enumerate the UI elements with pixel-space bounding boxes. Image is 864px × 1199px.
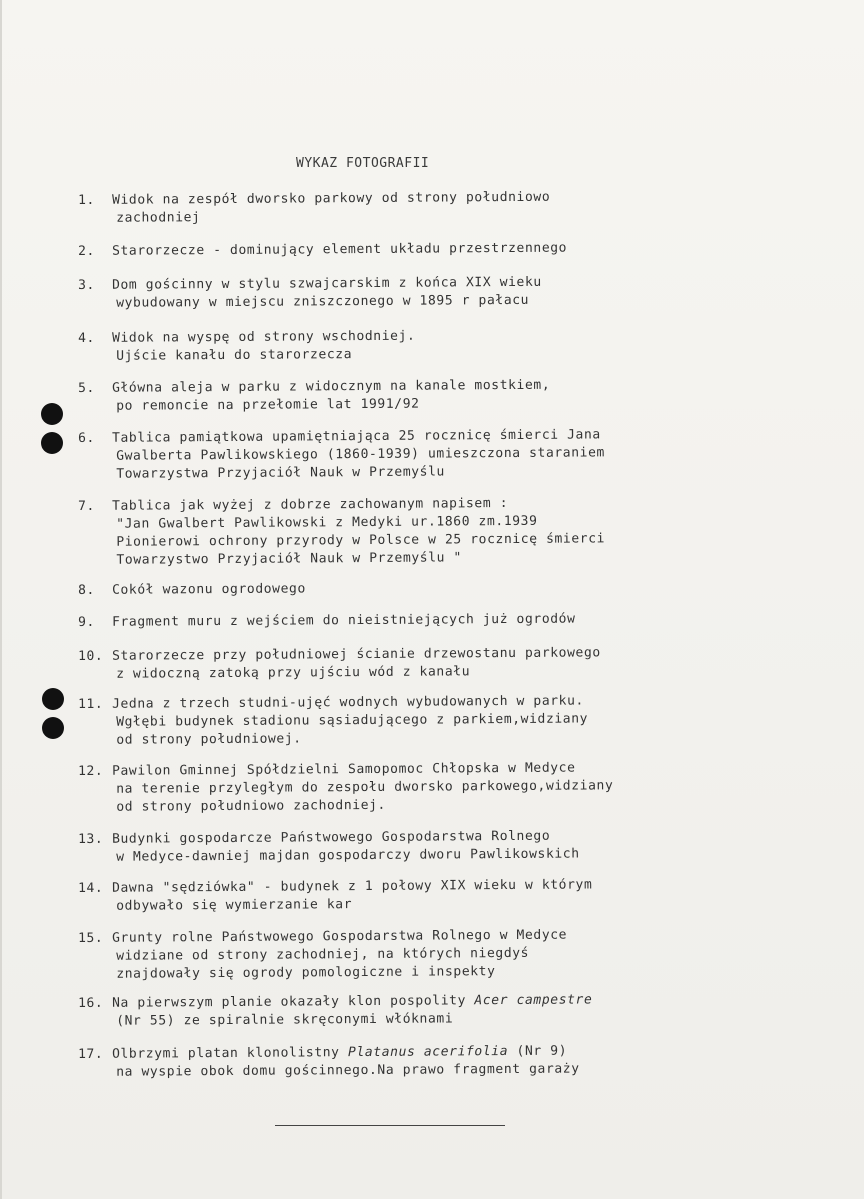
list-item-number: 12.	[78, 763, 104, 779]
list-item-line	[78, 728, 588, 750]
species-name: Acer campestre	[474, 992, 593, 1009]
list-item	[78, 189, 550, 228]
list-item-line	[78, 444, 605, 466]
list-item-line	[78, 207, 550, 228]
list-item-line	[78, 777, 613, 799]
list-item-text: Gwalberta Pawlikowskiego (1860-1939) umieszczona staraniem	[116, 445, 605, 464]
list-item-text: wybudowany w miejscu zniszczonego w 1895 r pałacu	[116, 292, 530, 311]
list-item-text: zachodniej	[116, 210, 201, 226]
list-item-number: 14.	[78, 880, 104, 896]
list-item-line	[78, 845, 580, 867]
list-item-line	[78, 462, 605, 484]
list-item	[78, 580, 306, 600]
list-item	[78, 827, 580, 867]
list-item-number: 2.	[78, 243, 95, 259]
document-title: WYKAZ FOTOGRAFII	[296, 156, 430, 171]
list-item-line	[78, 710, 588, 732]
list-item-number: 7.	[78, 498, 95, 514]
list-item-text: Olbrzymi platan klonolistny	[112, 1045, 349, 1062]
list-item-line	[78, 328, 415, 348]
list-item	[78, 759, 614, 817]
list-item-line	[78, 580, 306, 600]
list-item-text: na terenie przyległym do zespołu dworsko parkowego,widziany	[116, 778, 614, 797]
list-item-text: Wgłębi budynek stadionu sąsiadującego z parkiem,widziany	[116, 711, 589, 730]
list-item-number: 16.	[78, 995, 104, 1011]
list-item-text: Pionierowi ochrony przyrody w Polsce w 25 rocznicę śmierci	[116, 531, 606, 550]
list-item-line	[78, 548, 605, 570]
punch-hole-bottom-2	[42, 717, 64, 739]
list-item-line	[78, 876, 592, 898]
list-item	[78, 644, 601, 684]
list-item-text: Budynki gospodarcze Państwowego Gospodarstwa Rolnego	[112, 828, 551, 847]
list-item-text: Tablica jak wyżej z dobrze zachowanym napisem :	[112, 495, 509, 514]
list-item-line	[78, 894, 592, 916]
list-item-text: widziane od strony zachodniej, na których niegdyś	[116, 945, 530, 964]
list-item-text: po remoncie na przełomie lat 1991/92	[116, 396, 420, 414]
list-item-number: 5.	[78, 380, 95, 396]
list-item-number: 6.	[78, 430, 95, 446]
list-item-line	[78, 240, 567, 261]
list-item-line	[78, 991, 592, 1013]
list-item-text: w Medyce-dawniej majdan gospodarczy dworu Pawlikowskich	[116, 846, 580, 865]
list-item-text: Główna aleja w parku z widocznym na kanale mostkiem,	[112, 377, 551, 396]
list-item	[78, 927, 567, 984]
list-item-text: Ujście kanału do starorzecza	[116, 347, 353, 364]
list-item-text: Widok na wyspę od strony wschodniej.	[112, 328, 416, 346]
list-item-line	[78, 377, 550, 398]
list-item-text: od strony południowej.	[116, 731, 302, 748]
punch-hole-top-2	[41, 432, 63, 454]
list-item-text: (Nr 9)	[508, 1043, 568, 1059]
list-item-number: 8.	[78, 582, 95, 598]
species-name: Platanus acerifolia	[347, 1043, 509, 1061]
list-item-text: Starorzecze - dominujący element układu przestrzennego	[112, 240, 568, 259]
list-item-line	[78, 795, 613, 817]
list-item-line	[78, 346, 415, 366]
list-item	[78, 991, 593, 1031]
list-item	[78, 876, 593, 916]
list-item-number: 17.	[78, 1046, 104, 1062]
list-item-line	[78, 963, 567, 984]
list-item	[78, 274, 542, 313]
list-item-text: "Jan Gwalbert Pawlikowski z Medyki ur.1860 zm.1939	[116, 513, 538, 532]
list-item	[78, 692, 588, 750]
list-item	[78, 494, 605, 570]
list-item-number: 13.	[78, 831, 104, 847]
page-edge	[0, 0, 2, 1199]
list-item-number: 15.	[78, 930, 104, 946]
list-item-text: z widoczną zatoką przy ujściu wód z kanału	[116, 664, 471, 682]
list-item-text: Jedna z trzech studni-ujęć wodnych wybudowanych w parku.	[112, 693, 585, 712]
list-item-text: Towarzystwo Przyjaciół Nauk w Przemyślu "	[116, 550, 462, 568]
list-item-text: (Nr 55) ze spiralnie skręconymi włóknami	[116, 1011, 454, 1029]
list-item	[78, 426, 605, 484]
list-item-line	[78, 530, 605, 552]
list-item-line	[78, 1060, 580, 1082]
list-item-text: Dom gościnny w stylu szwajcarskim z końca XIX wieku	[112, 274, 542, 293]
list-item-text: na wyspie obok domu gościnnego.Na prawo fragment garaży	[116, 1061, 580, 1080]
list-item-line	[78, 611, 576, 632]
list-item-text: znajdowały się ogrody pomologiczne i inspekty	[116, 964, 496, 982]
list-item-text: odbywało się wymierzanie kar	[116, 897, 353, 914]
list-item-number: 3.	[78, 277, 95, 293]
list-item-text: Starorzecze przy południowej ścianie drzewostanu parkowego	[112, 645, 601, 664]
list-item-text: Cokół wazonu ogrodowego	[112, 581, 306, 598]
list-item-text: Fragment muru z wejściem do nieistniejących już ogrodów	[112, 611, 576, 630]
list-item-line	[78, 644, 601, 666]
list-item	[78, 377, 550, 416]
list-item-number: 11.	[78, 696, 104, 712]
list-item	[78, 328, 416, 366]
list-item-number: 1.	[78, 192, 95, 208]
list-item-number: 10.	[78, 648, 104, 664]
end-rule	[275, 1125, 505, 1126]
punch-hole-bottom-1	[42, 688, 64, 710]
list-item-text: Widok na zespół dworsko parkowy od strony południowo	[112, 189, 551, 208]
list-item	[78, 611, 576, 632]
list-item	[78, 1042, 580, 1082]
list-item-line	[78, 662, 601, 684]
punch-hole-top-1	[41, 403, 63, 425]
list-item-text: od strony południowo zachodniej.	[116, 797, 387, 815]
list-item-text: Pawilon Gminnej Spółdzielni Samopomoc Chłopska w Medyce	[112, 760, 576, 779]
list-item-number: 4.	[78, 330, 95, 346]
list-item-line	[78, 189, 550, 210]
list-item-text: Tablica pamiątkowa upamiętniająca 25 rocznicę śmierci Jana	[112, 427, 601, 446]
list-item-text: Dawna "sędziówka" - budynek z 1 połowy XIX wieku w którym	[112, 877, 593, 896]
list-item-text: Towarzystwa Przyjaciół Nauk w Przemyślu	[116, 464, 445, 482]
list-item	[78, 240, 567, 261]
list-item-text: Na pierwszym planie okazały klon pospolity	[112, 993, 475, 1011]
list-item-line	[78, 292, 542, 313]
list-item-text: Grunty rolne Państwowego Gospodarstwa Rolnego w Medyce	[112, 927, 568, 946]
list-item-line	[78, 1009, 592, 1031]
list-item-number: 9.	[78, 614, 95, 630]
list-item-line	[78, 395, 550, 416]
